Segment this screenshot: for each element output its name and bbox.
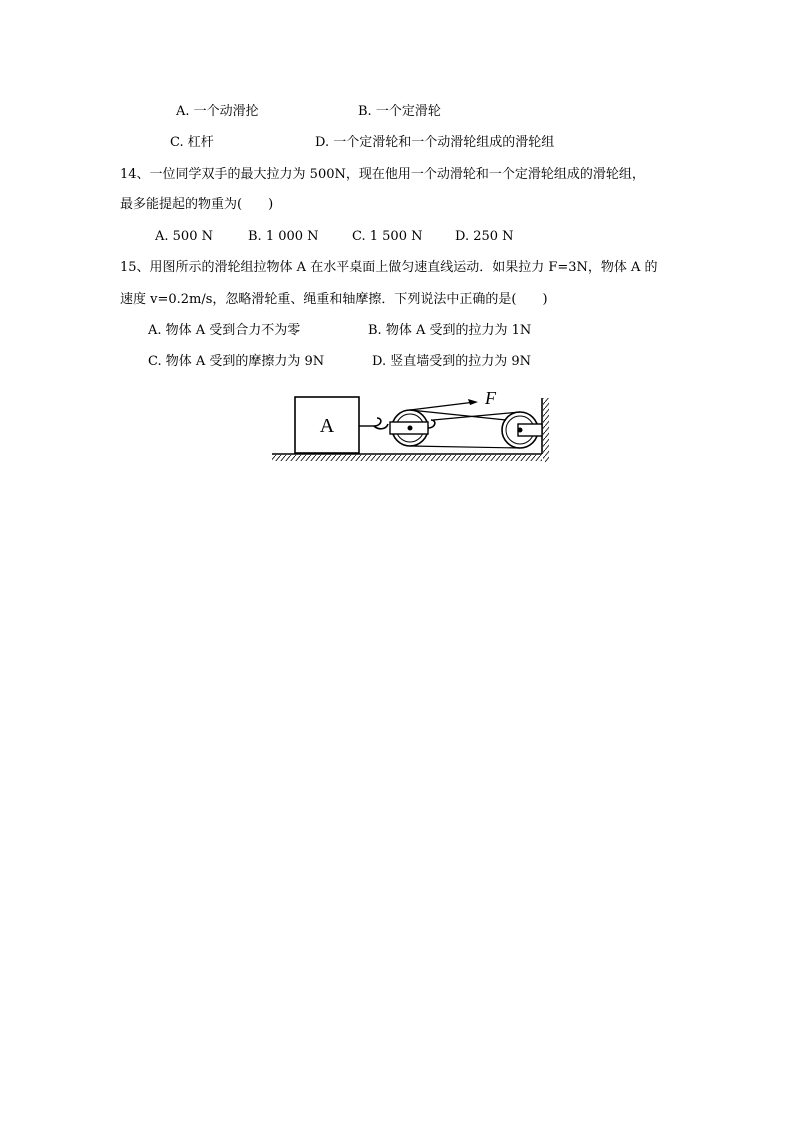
q14-option-a: A. 500 N <box>155 229 213 244</box>
q15-option-c: C. 物体 A 受到的摩擦力为 9N <box>148 354 325 369</box>
q13-option-d: D. 一个定滑轮和一个动滑轮组成的滑轮组 <box>315 135 555 150</box>
q14-option-b: B. 1 000 N <box>248 229 319 244</box>
ground-hatch <box>272 455 542 461</box>
q13-option-a: A. 一个动滑抡 <box>176 104 259 119</box>
force-label: F <box>485 390 496 408</box>
q13-option-c: C. 杠杆 <box>170 135 214 150</box>
q13-option-b: B. 一个定滑轮 <box>358 104 441 119</box>
q14-stem-line1: 14、一位同学双手的最大拉力为 500N，现在他用一个动滑轮和一个定滑轮组成的滑轮组， <box>120 167 645 182</box>
force-arrow-line <box>410 402 475 410</box>
fixed-pulley-axle <box>518 428 523 433</box>
q14-option-c: C. 1 500 N <box>352 229 423 244</box>
q15-option-d: D. 竖直墙受到的拉力为 9N <box>372 354 532 369</box>
q15-option-a: A. 物体 A 受到合力不为零 <box>148 323 301 338</box>
q15-stem-line2: 速度 v=0.2m/s，忽略滑轮重、绳重和轴摩擦．下列说法中正确的是( ) <box>120 292 548 307</box>
block-a-label: A <box>319 415 335 437</box>
force-arrow-head <box>468 399 478 405</box>
rope-bottom <box>410 446 520 448</box>
wall-hatch <box>543 398 549 462</box>
pulley-figure <box>270 390 550 470</box>
hook-curl-left <box>374 418 381 426</box>
q15-stem-line1: 15、用图所示的滑轮组拉物体 A 在水平桌面上做匀速直线运动．如果拉力 F=3N，物体 A 的 <box>120 260 658 275</box>
q15-option-b: B. 物体 A 受到的拉力为 1N <box>368 323 532 338</box>
q14-option-d: D. 250 N <box>455 229 514 244</box>
movable-pulley-right-hook <box>428 420 435 428</box>
movable-pulley-axle <box>408 426 413 431</box>
q14-stem-line2: 最多能提起的物重为( ) <box>120 197 274 212</box>
